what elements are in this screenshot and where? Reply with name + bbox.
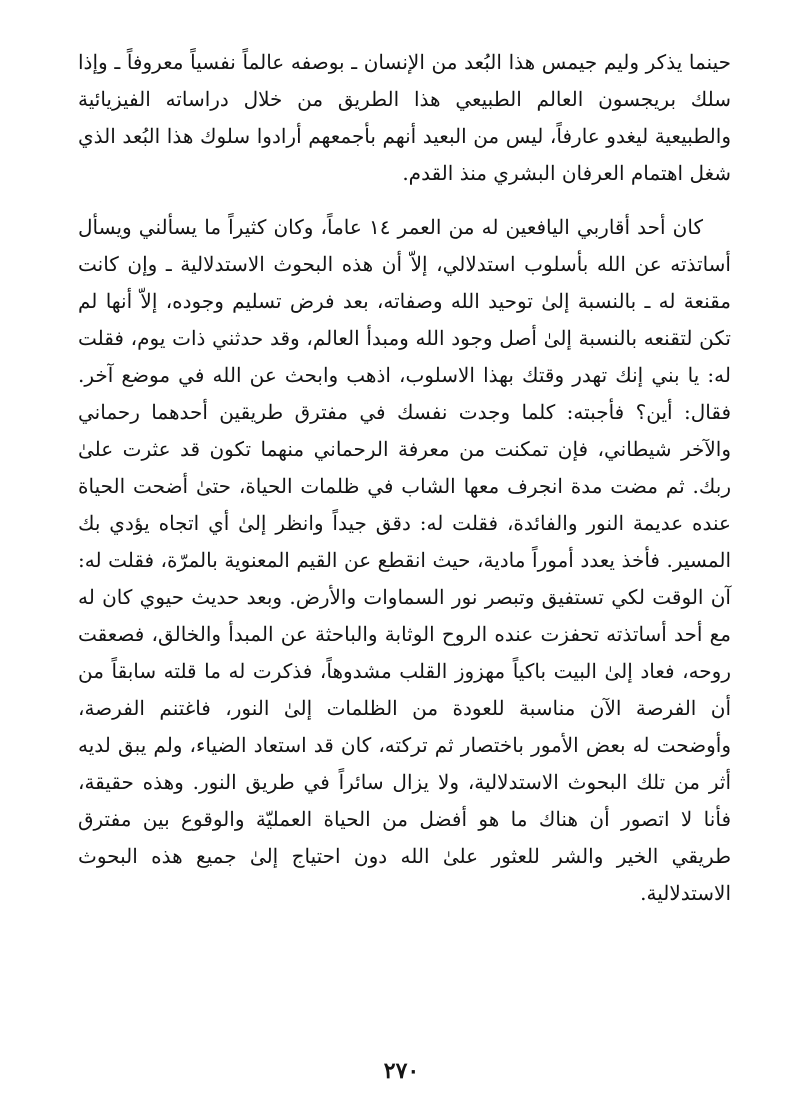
paragraph-2: كان أحد أقاربي اليافعين له من العمر ١٤ عاماً، وكان كثيراً ما يسألني ويسأل أساتذته عن الله بأسلوب استدلالي، إلاّ أن هذه البحوث الاستدلالية ـ وإن كانت مقنعة له ـ بالنسبة إلىٰ توحيد الله وصفاته، بعد فرض تسليم وجوده، إلاّ أنها لم تكن لتقنعه بالنسبة إلىٰ أصل وجود الله ومبدأ العالم، وقد حدثني ذات يوم، فقلت له: يا بني إنك تهدر وقتك بهذا الاسلوب، اذهب وابحث عن الله في موضع آخر. فقال: أين؟ فأجبته: كلما وجدت نفسك في مفترق طريقين أحدهما رحماني والآخر شيطاني، فإن تمكنت من معرفة الرحماني منهما تكون قد عثرت علىٰ ربك. ثم مضت مدة انجرف معها الشاب في ظلمات الحياة، حتىٰ أضحت الحياة عنده عديمة النور والفائدة، فقلت له: دقق جيداً وانظر إلىٰ أي اتجاه يؤدي بك المسير. فأخذ يعدد أموراً مادية، حيث انقطع عن القيم المعنوية بالمرّة، فقلت له: آن الوقت لكي تستفيق وتبصر نور السماوات والأرض. وبعد حديث حيوي كان له مع أحد أساتذته تحفزت عنده الروح الوثابة والباحثة عن المبدأ والخالق، فصعقت روحه، فعاد إلىٰ البيت باكياً مهزوز القلب مشدوهاً، فذكرت له ما قلته سابقاً من أن الفرصة الآن مناسبة للعودة من الظلمات إلىٰ النور، فاغتنم الفرصة، وأوضحت له بعض الأمور باختصار ثم تركته، كان قد استعاد الضياء، ولم يبق لديه أثر من تلك البحوث الاستدلالية، ولا يزال سائراً في طريق النور. وهذه حقيقة، فأنا لا اتصور أن هناك ما هو أفضل من الحياة العمليّة والوقوع بين مفترق طريقي الخير والشر للعثور علىٰ الله دون احتياج إلىٰ جميع هذه البحوث الاستدلالية. [78,215,731,905]
body-text [78,44,731,912]
paragraph-1: حينما يذكر وليم جيمس هذا البُعد من الإنسان ـ بوصفه عالماً نفسياً معروفاً ـ وإذا سلك بريجسون العالم الطبيعي هذا الطريق من خلال دراساته الفيزيائية والطبيعية ليغدو عارفاً، ليس من البعيد أنهم بأجمعهم أرادوا سلوك هذا البُعد الذي شغل اهتمام العرفان البشري منذ القدم. [78,50,732,185]
page-number: ٢٧٠ [383,1058,420,1084]
